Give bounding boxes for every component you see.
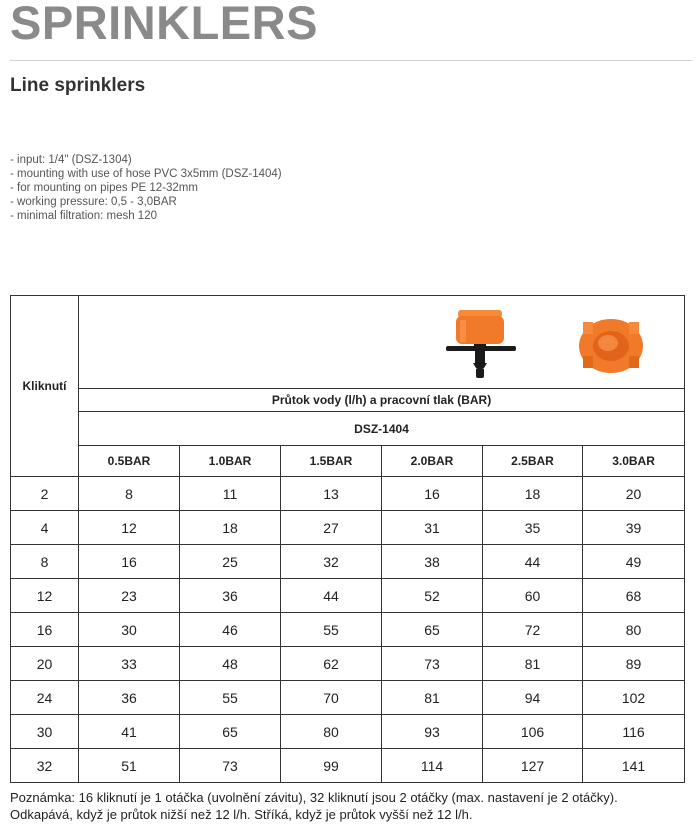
spec-item: - minimal filtration: mesh 120 <box>10 210 157 222</box>
flow-value-cell: 65 <box>382 613 483 647</box>
flow-value-cell: 80 <box>583 613 685 647</box>
clicks-cell: 4 <box>11 511 79 545</box>
table-row <box>11 477 685 511</box>
flow-value-cell: 73 <box>180 749 281 783</box>
flow-value-cell: 36 <box>180 579 281 613</box>
product-images <box>79 296 685 389</box>
table-row <box>11 647 685 681</box>
flow-value-cell: 31 <box>382 511 483 545</box>
flow-value-cell: 51 <box>79 749 180 783</box>
flow-value-cell: 33 <box>79 647 180 681</box>
flow-value-cell: 8 <box>79 477 180 511</box>
flow-value-cell: 20 <box>583 477 685 511</box>
flow-value-cell: 18 <box>483 477 583 511</box>
spec-item: - input: 1/4" (DSZ-1304) <box>10 154 132 166</box>
table-row <box>11 681 685 715</box>
pressure-header: 1.5BAR <box>281 446 382 477</box>
flow-value-cell: 32 <box>281 545 382 579</box>
model-header: DSZ-1404 <box>79 412 685 446</box>
flow-value-cell: 127 <box>483 749 583 783</box>
flow-value-cell: 68 <box>583 579 685 613</box>
clicks-header: Kliknutí <box>11 296 79 477</box>
flow-value-cell: 89 <box>583 647 685 681</box>
clicks-cell: 12 <box>11 579 79 613</box>
table-row <box>11 613 685 647</box>
flow-value-cell: 62 <box>281 647 382 681</box>
flow-value-cell: 141 <box>583 749 685 783</box>
footnote-line: Odkapává, když je průtok nižší než 12 l/h. Stříká, když je průtok vyšší než 12 l/h. <box>10 807 473 822</box>
flow-value-cell: 38 <box>382 545 483 579</box>
flow-value-cell: 49 <box>583 545 685 579</box>
flow-value-cell: 80 <box>281 715 382 749</box>
flow-value-cell: 116 <box>583 715 685 749</box>
flow-table <box>10 295 685 783</box>
spec-item: - mounting with use of hose PVC 3x5mm (DSZ-1404) <box>10 168 282 180</box>
sprinkler-top-view-icon <box>576 316 646 376</box>
sprinkler-side-view-icon <box>444 308 518 380</box>
flow-value-cell: 114 <box>382 749 483 783</box>
clicks-cell: 24 <box>11 681 79 715</box>
flow-value-cell: 106 <box>483 715 583 749</box>
table-row <box>11 749 685 783</box>
pressure-header: 3.0BAR <box>583 446 685 477</box>
flow-value-cell: 48 <box>180 647 281 681</box>
clicks-cell: 30 <box>11 715 79 749</box>
flow-value-cell: 23 <box>79 579 180 613</box>
spec-item: - for mounting on pipes PE 12-32mm <box>10 182 198 194</box>
flow-value-cell: 52 <box>382 579 483 613</box>
flow-value-cell: 70 <box>281 681 382 715</box>
clicks-cell: 2 <box>11 477 79 511</box>
flow-value-cell: 30 <box>79 613 180 647</box>
flow-value-cell: 81 <box>382 681 483 715</box>
flow-value-cell: 11 <box>180 477 281 511</box>
spec-list <box>10 153 282 223</box>
table-row <box>11 715 685 749</box>
flow-value-cell: 39 <box>583 511 685 545</box>
flow-value-cell: 81 <box>483 647 583 681</box>
clicks-cell: 16 <box>11 613 79 647</box>
flow-value-cell: 18 <box>180 511 281 545</box>
flow-value-cell: 44 <box>281 579 382 613</box>
flow-value-cell: 55 <box>281 613 382 647</box>
flow-value-cell: 36 <box>79 681 180 715</box>
table-row <box>11 511 685 545</box>
table-row <box>11 579 685 613</box>
clicks-cell: 8 <box>11 545 79 579</box>
flow-value-cell: 16 <box>382 477 483 511</box>
flow-value-cell: 60 <box>483 579 583 613</box>
flow-value-cell: 27 <box>281 511 382 545</box>
flow-value-cell: 41 <box>79 715 180 749</box>
clicks-cell: 32 <box>11 749 79 783</box>
flow-value-cell: 94 <box>483 681 583 715</box>
flow-value-cell: 12 <box>79 511 180 545</box>
table-row <box>11 545 685 579</box>
flow-header: Průtok vody (l/h) a pracovní tlak (BAR) <box>79 389 685 412</box>
flow-value-cell: 25 <box>180 545 281 579</box>
pressure-header: 2.5BAR <box>483 446 583 477</box>
footnote <box>10 789 618 823</box>
flow-value-cell: 55 <box>180 681 281 715</box>
flow-value-cell: 65 <box>180 715 281 749</box>
flow-value-cell: 73 <box>382 647 483 681</box>
flow-value-cell: 46 <box>180 613 281 647</box>
flow-value-cell: 72 <box>483 613 583 647</box>
flow-table-body <box>11 477 685 783</box>
spec-item: - working pressure: 0,5 - 3,0BAR <box>10 196 177 208</box>
flow-value-cell: 102 <box>583 681 685 715</box>
clicks-cell: 20 <box>11 647 79 681</box>
pressure-header: 0.5BAR <box>79 446 180 477</box>
section-subtitle: Line sprinklers <box>10 75 146 96</box>
flow-value-cell: 16 <box>79 545 180 579</box>
page-title: SPRINKLERS <box>10 0 318 49</box>
flow-value-cell: 35 <box>483 511 583 545</box>
pressure-header: 2.0BAR <box>382 446 483 477</box>
flow-value-cell: 99 <box>281 749 382 783</box>
flow-value-cell: 93 <box>382 715 483 749</box>
title-divider <box>10 60 693 61</box>
flow-value-cell: 13 <box>281 477 382 511</box>
flow-value-cell: 44 <box>483 545 583 579</box>
footnote-line: Poznámka: 16 kliknutí je 1 otáčka (uvolnění závitu), 32 kliknutí jsou 2 otáčky (max. nastavení je 2 otáčky). <box>10 790 618 805</box>
pressure-header: 1.0BAR <box>180 446 281 477</box>
